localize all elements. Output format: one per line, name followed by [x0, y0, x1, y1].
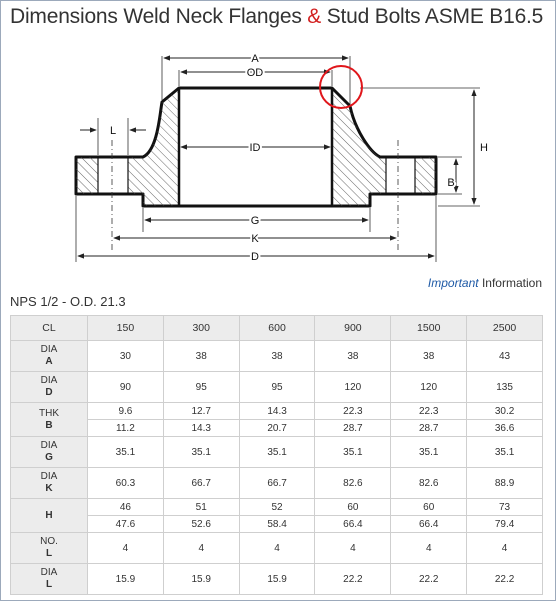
- table-cell: 4: [239, 533, 315, 564]
- right-ring-section: [415, 157, 436, 194]
- row-label-no-l: [11, 533, 88, 564]
- label-a: A: [251, 53, 259, 65]
- table-cell: 88.9: [467, 468, 543, 499]
- table-cell: 4: [163, 533, 239, 564]
- table-cell: 14.3: [163, 420, 239, 437]
- nps-title: NPS 1/2 - O.D. 21.3: [10, 294, 126, 309]
- table-cell: 82.6: [391, 468, 467, 499]
- row-label-top: NO.: [40, 536, 58, 547]
- table-cell: 66.7: [163, 468, 239, 499]
- table-row: [11, 533, 543, 564]
- header-class-1: 150: [88, 316, 164, 341]
- row-label-bottom: D: [45, 387, 53, 398]
- row-label-bottom: G: [45, 452, 53, 463]
- table-cell: 43: [467, 341, 543, 372]
- label-od: OD: [246, 67, 264, 79]
- label-l: L: [109, 125, 117, 137]
- table-cell: 135: [467, 372, 543, 403]
- header-class-6: 2500: [467, 316, 543, 341]
- table-cell: 22.3: [315, 403, 391, 420]
- row-label-dia-l: [11, 564, 88, 595]
- row-label-dia-g: [11, 437, 88, 468]
- table-cell: 9.6: [88, 403, 164, 420]
- table-cell: 47.6: [88, 516, 164, 533]
- header-class-2: 300: [163, 316, 239, 341]
- table-row: [11, 341, 543, 372]
- table-cell: 20.7: [239, 420, 315, 437]
- table-cell: 35.1: [163, 437, 239, 468]
- table-row: [11, 372, 543, 403]
- table-row: [11, 499, 543, 516]
- row-label-dia-d: [11, 372, 88, 403]
- table-cell: 15.9: [239, 564, 315, 595]
- table-row: [11, 516, 543, 533]
- table-cell: 22.3: [391, 403, 467, 420]
- table-cell: 51: [163, 499, 239, 516]
- information-text: Information: [481, 276, 542, 290]
- table-cell: 60.3: [88, 468, 164, 499]
- table-cell: 73: [467, 499, 543, 516]
- table-cell: 4: [391, 533, 467, 564]
- left-hub-section: [128, 88, 179, 206]
- row-label-bottom: B: [45, 419, 53, 431]
- right-hub-section: [332, 88, 386, 206]
- row-label-bottom: A: [45, 356, 53, 367]
- table-cell: 30.2: [467, 403, 543, 420]
- table-cell: 22.2: [315, 564, 391, 595]
- table-row: [11, 564, 543, 595]
- table-row: [11, 420, 543, 437]
- row-label-dia-a: [11, 341, 88, 372]
- table-cell: 14.3: [239, 403, 315, 420]
- table-cell: 82.6: [315, 468, 391, 499]
- header-class-4: 900: [315, 316, 391, 341]
- label-d: D: [251, 251, 259, 263]
- page-title: [10, 5, 543, 29]
- table-cell: 35.1: [391, 437, 467, 468]
- table-cell: 4: [88, 533, 164, 564]
- table-cell: 38: [315, 341, 391, 372]
- row-label-top: THK: [39, 407, 59, 419]
- header-class-5: 1500: [391, 316, 467, 341]
- label-g: G: [250, 215, 260, 227]
- table-cell: 22.2: [391, 564, 467, 595]
- row-label-top: DIA: [40, 375, 58, 386]
- important-information[interactable]: [428, 276, 542, 290]
- table-cell: 12.7: [163, 403, 239, 420]
- table-cell: 66.7: [239, 468, 315, 499]
- row-label-top: DIA: [40, 440, 58, 451]
- table-cell: 120: [391, 372, 467, 403]
- row-label-bottom: L: [45, 579, 53, 590]
- table-cell: 28.7: [391, 420, 467, 437]
- label-id: ID: [249, 142, 261, 154]
- table-cell: 38: [391, 341, 467, 372]
- table-cell: 35.1: [315, 437, 391, 468]
- table-cell: 15.9: [163, 564, 239, 595]
- title-main: Dimensions Weld Neck Flanges: [10, 5, 302, 28]
- table-cell: 4: [315, 533, 391, 564]
- row-label-h: [11, 499, 88, 533]
- label-k: K: [251, 233, 259, 245]
- row-label-top: DIA: [40, 471, 58, 482]
- label-h: H: [480, 142, 488, 154]
- table-cell: 95: [163, 372, 239, 403]
- important-link[interactable]: Important: [427, 276, 479, 290]
- table-cell: 66.4: [391, 516, 467, 533]
- table-cell: 30: [88, 341, 164, 372]
- table-cell: 22.2: [467, 564, 543, 595]
- row-label-bottom: L: [45, 548, 53, 559]
- left-ring-section: [76, 157, 98, 194]
- table-cell: 52: [239, 499, 315, 516]
- table-cell: 38: [239, 341, 315, 372]
- table-cell: 46: [88, 499, 164, 516]
- table-cell: 79.4: [467, 516, 543, 533]
- row-label-thk-b: [11, 403, 88, 437]
- header-cl: CL: [11, 316, 88, 341]
- row-label-bottom: H: [45, 509, 53, 521]
- row-label-top: DIA: [40, 344, 58, 355]
- table-cell: 58.4: [239, 516, 315, 533]
- table-cell: 38: [163, 341, 239, 372]
- row-label-bottom: K: [45, 483, 53, 494]
- table-cell: 28.7: [315, 420, 391, 437]
- table-cell: 11.2: [88, 420, 164, 437]
- table-cell: 66.4: [315, 516, 391, 533]
- table-cell: 4: [467, 533, 543, 564]
- table-cell: 35.1: [467, 437, 543, 468]
- title-ampersand: &: [307, 5, 322, 28]
- table-row: [11, 468, 543, 499]
- table-cell: 35.1: [88, 437, 164, 468]
- row-label-dia-k: [11, 468, 88, 499]
- table-cell: 52.6: [163, 516, 239, 533]
- table-row: [11, 437, 543, 468]
- header-class-3: 600: [239, 316, 315, 341]
- dimensions-table: [10, 315, 543, 595]
- table-cell: 60: [315, 499, 391, 516]
- table-header-row: [11, 316, 543, 341]
- table-row: [11, 403, 543, 420]
- flange-drawing: [0, 40, 556, 272]
- table-cell: 35.1: [239, 437, 315, 468]
- table-cell: 15.9: [88, 564, 164, 595]
- table-cell: 60: [391, 499, 467, 516]
- title-rest: Stud Bolts ASME B16.5: [326, 5, 544, 28]
- table-cell: 36.6: [467, 420, 543, 437]
- row-label-top: DIA: [40, 567, 58, 578]
- table-cell: 95: [239, 372, 315, 403]
- table-cell: 90: [88, 372, 164, 403]
- table-cell: 120: [315, 372, 391, 403]
- label-b: B: [447, 177, 455, 189]
